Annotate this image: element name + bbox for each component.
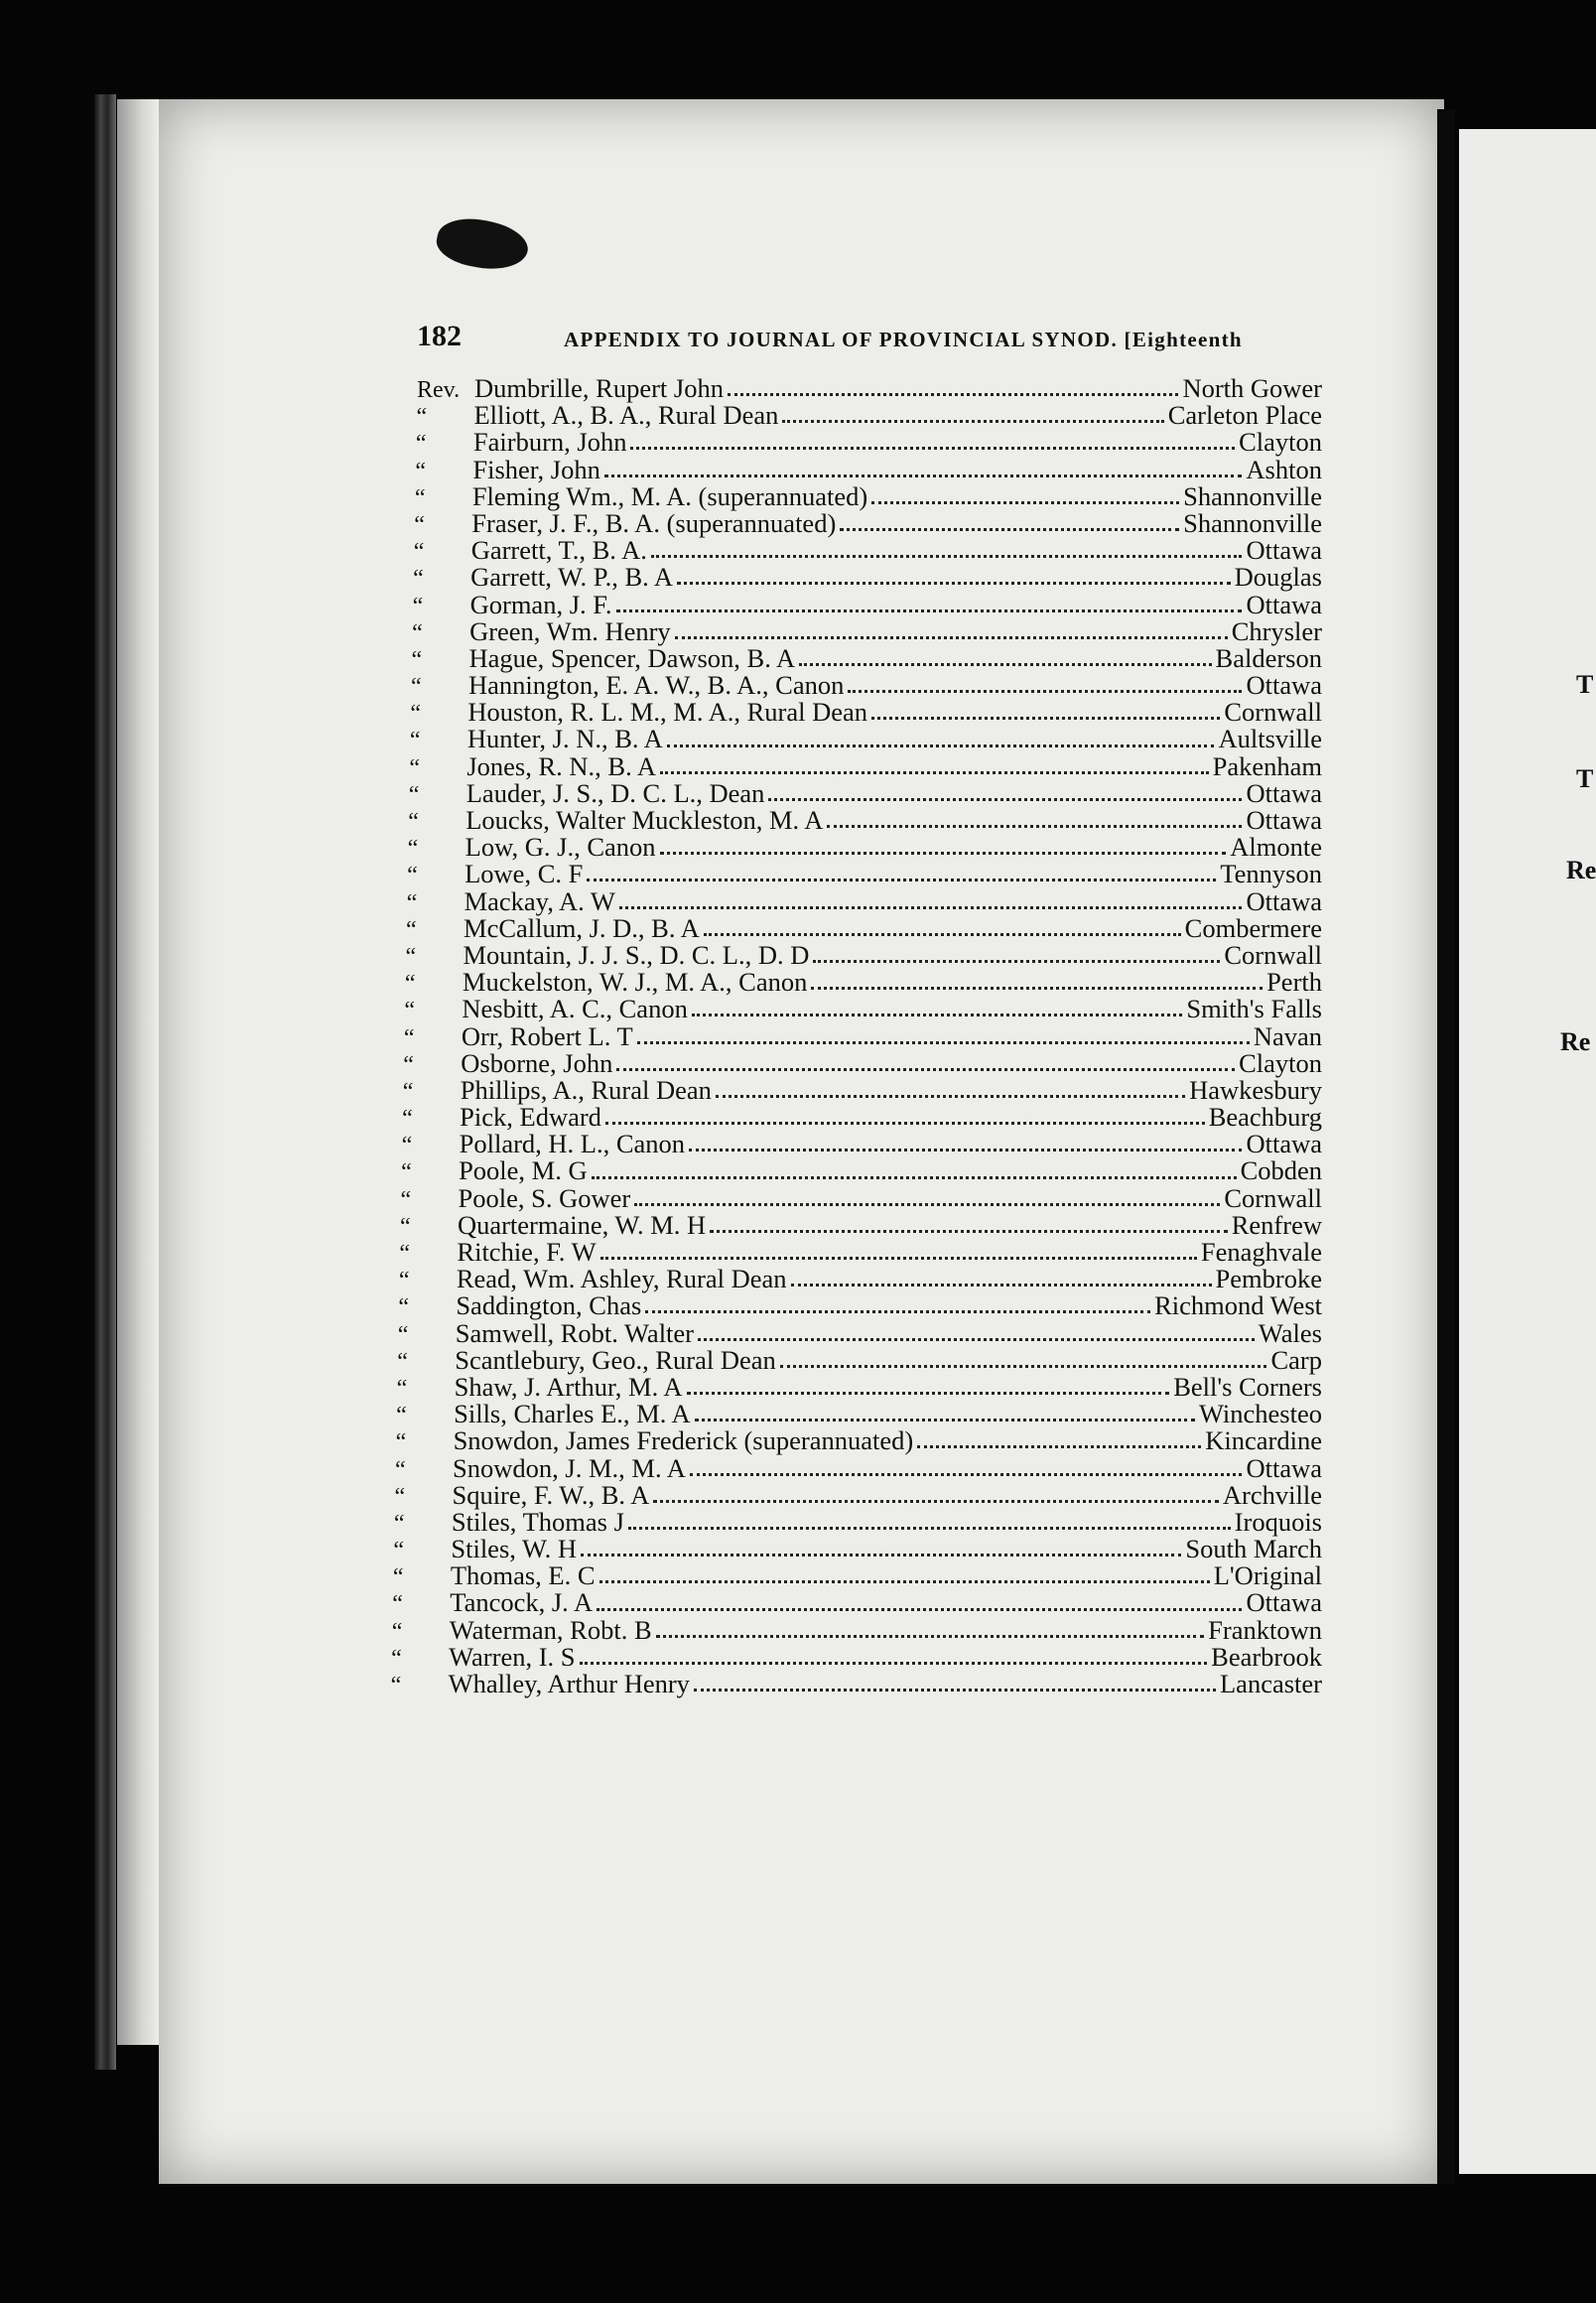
clergy-name: Poole, S. Gower [458, 1182, 631, 1213]
book-spine-edge [94, 94, 116, 2070]
dot-leader [656, 1635, 1205, 1638]
entry-prefix: “ [409, 754, 420, 781]
dot-leader [710, 1230, 1228, 1233]
clergy-name: Thomas, E. C [450, 1560, 596, 1591]
dot-leader [690, 1473, 1243, 1476]
dot-leader [580, 1662, 1208, 1665]
parish-place: Renfrew [1231, 1209, 1322, 1240]
entry-prefix: “ [404, 971, 416, 998]
parish-place: Wales [1258, 1317, 1322, 1348]
dot-leader [616, 610, 1243, 612]
parish-place: Fenaghvale [1200, 1237, 1322, 1267]
parish-place: Ottawa [1246, 885, 1322, 916]
facing-page-fragment [1459, 129, 1596, 2174]
entry-prefix: “ [414, 484, 426, 511]
parish-place: Smith's Falls [1186, 994, 1322, 1024]
clergy-name: McCallum, J. D., B. A [464, 912, 700, 943]
list-item [403, 1020, 1322, 1051]
list-item [406, 912, 1322, 943]
dot-leader [698, 1338, 1255, 1341]
page-header [417, 320, 1330, 359]
entry-prefix: “ [406, 889, 418, 916]
dot-leader [587, 879, 1216, 881]
list-item [408, 834, 1322, 861]
parish-place: Pembroke [1215, 1264, 1322, 1294]
parish-place: Ottawa [1246, 535, 1322, 566]
entry-prefix: “ [414, 511, 425, 538]
dot-leader [827, 825, 1242, 828]
list-item [413, 564, 1322, 591]
dot-leader [811, 987, 1263, 990]
parish-place: Aultsville [1218, 724, 1322, 754]
list-item [404, 996, 1322, 1022]
dot-leader [782, 420, 1163, 423]
dot-leader [592, 1176, 1237, 1179]
facing-page-letter: Re [1560, 1027, 1591, 1056]
dot-leader [716, 1095, 1185, 1098]
parish-place: Cornwall [1224, 697, 1322, 728]
entry-prefix: “ [401, 1159, 412, 1186]
entry-prefix: “ [401, 1133, 413, 1159]
parish-place: Perth [1266, 967, 1322, 998]
page-curl-shadow [117, 99, 159, 2045]
clergy-name: Elliott, A., B. A., Rural Dean [473, 400, 779, 431]
parish-place: Franktown [1208, 1614, 1322, 1645]
entry-prefix: “ [413, 539, 425, 566]
clergy-name: Poole, M. G [459, 1155, 588, 1186]
clergy-name: Lowe, C. F [465, 859, 584, 889]
dot-leader [660, 771, 1209, 774]
clergy-name: Green, Wm. Henry [469, 615, 671, 646]
list-item [405, 939, 1322, 970]
entry-prefix: Rev. [417, 377, 461, 403]
list-item [411, 642, 1323, 673]
clergy-name: Fisher, John [472, 454, 600, 484]
clergy-name: Stiles, Thomas J [451, 1506, 624, 1537]
parish-place: South March [1185, 1534, 1322, 1564]
list-item [407, 861, 1322, 887]
list-item [414, 507, 1322, 538]
entry-prefix: “ [391, 1645, 402, 1672]
clergy-name: Squire, F. W., B. A [452, 1479, 650, 1510]
dot-leader [628, 1527, 1231, 1530]
parish-place: Shannonville [1183, 480, 1322, 511]
dot-leader [651, 555, 1243, 558]
dot-leader [616, 1068, 1235, 1071]
list-item [391, 1671, 1322, 1697]
clergy-name: Warren, I. S [449, 1641, 576, 1672]
clergy-name: Snowdon, James Frederick (superannuated) [453, 1425, 914, 1456]
entry-prefix: “ [415, 431, 427, 458]
entry-prefix: “ [408, 781, 420, 808]
entry-prefix: “ [390, 1673, 402, 1698]
list-item [406, 885, 1322, 916]
parish-place: Winchesteo [1198, 1399, 1322, 1429]
entry-prefix: “ [394, 1483, 406, 1510]
entry-prefix: “ [395, 1429, 407, 1456]
parish-place: North Gower [1182, 373, 1322, 403]
entry-prefix: “ [402, 1106, 413, 1133]
parish-place: Shannonville [1183, 507, 1322, 538]
parish-place: Balderson [1215, 642, 1322, 673]
parish-place: Combermere [1184, 912, 1322, 943]
list-item [416, 429, 1322, 456]
entry-prefix: “ [407, 863, 418, 889]
parish-place: Tennyson [1220, 859, 1322, 889]
entry-prefix: “ [405, 943, 417, 970]
list-item [393, 1506, 1322, 1537]
clergy-name: Houston, R. L. M., M. A., Rural Dean [467, 697, 868, 728]
dot-leader [653, 1500, 1219, 1503]
entry-prefix: “ [412, 593, 424, 619]
clergy-name: Pollard, H. L., Canon [459, 1129, 686, 1159]
parish-place: Ottawa [1246, 670, 1322, 701]
dot-leader [637, 1041, 1250, 1044]
dot-leader [871, 501, 1179, 504]
dot-leader [728, 393, 1178, 396]
dot-leader [630, 447, 1235, 450]
clergy-name: Pick, Edward [460, 1102, 601, 1133]
parish-place: L'Original [1213, 1560, 1322, 1591]
list-item [391, 1614, 1322, 1645]
parish-place: Cobden [1240, 1155, 1322, 1186]
parish-place: Iroquois [1234, 1506, 1322, 1537]
clergy-list [390, 373, 1322, 1698]
list-item [408, 807, 1322, 834]
parish-place: Carleton Place [1167, 400, 1322, 431]
dot-leader [645, 1310, 1150, 1313]
parish-place: Ottawa [1246, 1452, 1322, 1483]
clergy-name: Mountain, J. J. S., D. C. L., D. D [463, 939, 810, 970]
list-item [410, 699, 1322, 726]
parish-place: Archville [1222, 1479, 1322, 1510]
entry-prefix: “ [408, 809, 419, 835]
entry-prefix: “ [403, 1024, 415, 1051]
clergy-name: Snowdon, J. M., M. A [453, 1452, 686, 1483]
dot-leader [695, 1419, 1195, 1422]
list-item [396, 1401, 1322, 1427]
parish-place: Almonte [1230, 832, 1322, 863]
list-item [417, 375, 1322, 402]
clergy-name: Waterman, Robt. B [449, 1614, 652, 1645]
clergy-name: Read, Wm. Ashley, Rural Dean [456, 1264, 787, 1294]
clergy-name: Phillips, A., Rural Dean [460, 1074, 712, 1105]
dot-leader [780, 1365, 1267, 1368]
clergy-name: Whalley, Arthur Henry [448, 1669, 690, 1698]
entry-prefix: “ [398, 1268, 410, 1294]
parish-place: Cornwall [1224, 1182, 1322, 1213]
entry-prefix: “ [396, 1375, 408, 1402]
clergy-name: Fairburn, John [472, 427, 627, 458]
clergy-name: Lauder, J. S., D. C. L., Dean [466, 777, 765, 808]
entry-prefix: “ [392, 1591, 403, 1618]
entry-prefix: “ [415, 458, 427, 484]
clergy-name: Sills, Charles E., M. A [454, 1399, 691, 1429]
page-number: 182 [417, 320, 462, 352]
parish-place: Ashton [1246, 454, 1322, 484]
dot-leader [667, 745, 1215, 747]
dot-leader [917, 1445, 1201, 1448]
clergy-name: Hannington, E. A. W., B. A., Canon [467, 670, 845, 701]
list-item [403, 1047, 1322, 1078]
dot-leader [692, 1014, 1183, 1016]
clergy-name: Garrett, T., B. A. [470, 535, 647, 566]
dot-leader [581, 1554, 1181, 1557]
entry-prefix: “ [395, 1456, 406, 1483]
dot-leader [799, 663, 1211, 666]
list-item [394, 1479, 1322, 1510]
dot-leader [768, 798, 1242, 801]
dot-leader [604, 474, 1243, 477]
dot-leader [813, 960, 1220, 963]
list-item [402, 1074, 1322, 1105]
entry-prefix: “ [403, 1051, 414, 1078]
list-item [399, 1239, 1322, 1266]
clergy-name: Fleming Wm., M. A. (superannuated) [471, 480, 868, 511]
entry-prefix: “ [407, 836, 419, 863]
parish-place: Ottawa [1246, 805, 1322, 835]
clergy-name: Nesbitt, A. C., Canon [462, 994, 688, 1024]
list-item [396, 1427, 1322, 1454]
clergy-name: Shaw, J. Arthur, M. A [454, 1371, 683, 1402]
clergy-name: Muckelston, W. J., M. A., Canon [462, 967, 808, 998]
entry-prefix: “ [411, 646, 423, 673]
clergy-name: Low, G. J., Canon [465, 832, 656, 863]
entry-prefix: “ [399, 1213, 411, 1240]
list-item [402, 1104, 1322, 1131]
entry-prefix: “ [404, 998, 416, 1024]
clergy-name: Gorman, J. F. [469, 589, 612, 619]
list-item [412, 615, 1322, 646]
clergy-name: Osborne, John [461, 1047, 613, 1078]
entry-prefix: “ [396, 1403, 407, 1429]
entry-prefix: “ [393, 1538, 405, 1564]
list-item [415, 454, 1322, 484]
entry-prefix: “ [416, 404, 428, 431]
list-item [393, 1536, 1322, 1562]
list-item [396, 1371, 1322, 1402]
entry-prefix: “ [409, 728, 421, 754]
parish-place: Clayton [1239, 427, 1322, 458]
running-head: APPENDIX TO JOURNAL OF PROVINCIAL SYNOD. [Eighteenth [564, 328, 1243, 351]
list-item [395, 1452, 1322, 1483]
list-item [399, 1209, 1322, 1240]
parish-place: Chrysler [1231, 615, 1322, 646]
list-item [399, 1266, 1322, 1292]
gutter-divider [1437, 109, 1455, 2184]
entry-prefix: “ [410, 701, 422, 728]
dot-leader [840, 528, 1179, 531]
dot-leader [599, 1580, 1210, 1583]
list-item [401, 1157, 1322, 1184]
dot-leader [605, 1122, 1205, 1125]
facing-page-letter: T [1576, 764, 1594, 793]
parish-place: Bearbrook [1211, 1641, 1322, 1672]
dot-leader [704, 933, 1181, 936]
entry-prefix: “ [400, 1186, 412, 1213]
entry-prefix: “ [399, 1241, 411, 1267]
parish-place: Ottawa [1246, 589, 1322, 619]
list-item [416, 402, 1322, 429]
list-item [397, 1317, 1322, 1348]
entry-prefix: “ [397, 1348, 408, 1375]
list-item [397, 1344, 1322, 1375]
dot-leader [660, 852, 1227, 855]
clergy-name: Jones, R. N., B. A [466, 750, 656, 781]
parish-place: Lancaster [1220, 1669, 1322, 1698]
clergy-name: Scantlebury, Geo., Rural Dean [455, 1344, 776, 1375]
parish-place: Cornwall [1224, 939, 1322, 970]
parish-place: Beachburg [1208, 1102, 1322, 1133]
entry-prefix: “ [393, 1510, 405, 1537]
parish-place: Pakenham [1212, 750, 1322, 781]
list-item [402, 1131, 1322, 1157]
clergy-name: Quartermaine, W. M. H [457, 1209, 707, 1240]
list-item [408, 777, 1322, 808]
parish-place: Bell's Corners [1173, 1371, 1322, 1402]
entry-prefix: “ [402, 1078, 414, 1105]
facing-page-letter: Re [1566, 856, 1596, 884]
dot-leader [687, 1392, 1170, 1395]
clergy-name: Garrett, W. P., B. A [470, 562, 674, 593]
dot-leader [634, 1203, 1220, 1206]
dot-leader [600, 1257, 1197, 1260]
parish-place: Clayton [1239, 1047, 1322, 1078]
facing-page-letter: T [1576, 670, 1594, 699]
list-item [405, 969, 1322, 996]
dot-leader [694, 1689, 1216, 1692]
clergy-name: Hunter, J. N., B. A [466, 724, 663, 754]
entry-prefix: “ [391, 1618, 403, 1645]
clergy-name: Ritchie, F. W [457, 1237, 597, 1267]
clergy-name: Hague, Spencer, Dawson, B. A [468, 642, 796, 673]
list-item [412, 589, 1322, 619]
dot-leader [675, 636, 1228, 639]
parish-place: Ottawa [1246, 1587, 1322, 1618]
parish-place: Ottawa [1246, 777, 1322, 808]
clergy-name: Dumbrille, Rupert John [474, 373, 724, 403]
list-item [409, 750, 1322, 781]
entry-prefix: “ [392, 1564, 404, 1591]
clergy-name: Saddington, Chas [456, 1290, 642, 1321]
list-item [411, 672, 1322, 699]
list-item [392, 1589, 1322, 1616]
list-item [410, 726, 1322, 752]
dot-leader [871, 717, 1220, 720]
list-item [414, 537, 1322, 564]
entry-prefix: “ [397, 1321, 409, 1348]
parish-place: Navan [1253, 1020, 1322, 1051]
entry-prefix: “ [410, 674, 422, 701]
list-item [398, 1292, 1322, 1319]
clergy-name: Samwell, Robt. Walter [455, 1317, 695, 1348]
parish-place: Hawkesbury [1189, 1074, 1322, 1105]
clergy-name: Orr, Robert L. T [461, 1020, 633, 1051]
clergy-name: Fraser, J. F., B. A. (superannuated) [471, 507, 837, 538]
dot-leader [677, 582, 1231, 585]
parish-place: Carp [1270, 1344, 1322, 1375]
list-item [391, 1641, 1322, 1672]
clergy-name: Loucks, Walter Muckleston, M. A [466, 805, 824, 835]
entry-prefix: “ [406, 916, 417, 943]
entry-prefix: “ [412, 619, 423, 646]
dot-leader [619, 906, 1243, 909]
clergy-name: Tancock, J. A [450, 1587, 594, 1618]
clergy-name: Mackay, A. W [464, 885, 615, 916]
dot-leader [791, 1284, 1212, 1287]
list-item [414, 480, 1322, 511]
entry-prefix: “ [398, 1294, 409, 1321]
dot-leader [689, 1149, 1242, 1152]
parish-place: Kincardine [1205, 1425, 1322, 1456]
parish-place: Douglas [1234, 562, 1322, 593]
list-item [400, 1182, 1323, 1213]
parish-place: Ottawa [1246, 1129, 1322, 1159]
dot-leader [597, 1608, 1242, 1611]
entry-prefix: “ [413, 566, 424, 593]
clergy-name: Stiles, W. H [451, 1534, 577, 1564]
dot-leader [848, 690, 1242, 693]
list-item [393, 1562, 1322, 1589]
parish-place: Richmond West [1154, 1290, 1322, 1321]
